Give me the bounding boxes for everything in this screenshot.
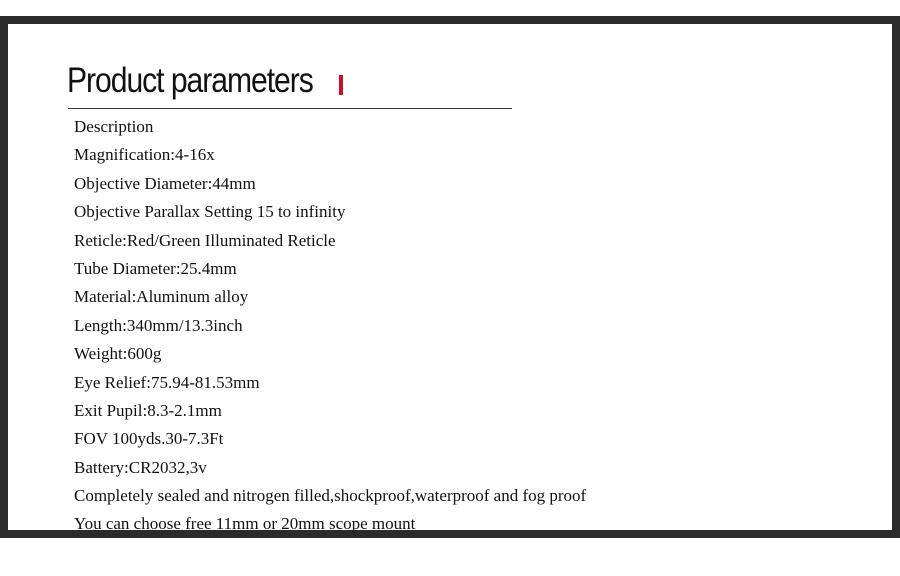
parameter-battery: Battery:CR2032,3v: [74, 457, 207, 477]
parameter-eye-relief: Eye Relief:75.94-81.53mm: [74, 372, 260, 392]
parameter-objective-diameter: Objective Diameter:44mm: [74, 173, 256, 193]
parameter-list: [74, 113, 586, 539]
parameter-reticle: Reticle:Red/Green Illuminated Reticle: [74, 230, 336, 250]
title-accent-bar: [339, 75, 343, 95]
parameter-material: Material:Aluminum alloy: [74, 287, 249, 307]
content-panel: [8, 24, 892, 534]
title-underline: [68, 108, 512, 109]
parameter-description: Description: [74, 117, 154, 136]
parameter-tube-diameter: Tube Diameter:25.4mm: [74, 258, 237, 278]
parameter-scope-mount: You can choose free 11mm or 20mm scope mount: [74, 514, 416, 534]
parameter-weight: Weight:600g: [74, 344, 162, 364]
section-title: Product parameters: [67, 61, 313, 100]
parameter-parallax-setting: Objective Parallax Setting 15 to infinity: [74, 202, 346, 222]
parameter-magnification: Magnification:4-16x: [74, 145, 215, 165]
parameter-sealing: Completely sealed and nitrogen filled,shockproof,waterproof and fog proof: [74, 486, 587, 506]
page-frame: [0, 16, 900, 538]
parameter-exit-pupil: Exit Pupil:8.3-2.1mm: [74, 400, 222, 420]
parameter-length: Length:340mm/13.3inch: [74, 315, 243, 335]
parameter-fov: FOV 100yds.30-7.3Ft: [74, 429, 224, 449]
